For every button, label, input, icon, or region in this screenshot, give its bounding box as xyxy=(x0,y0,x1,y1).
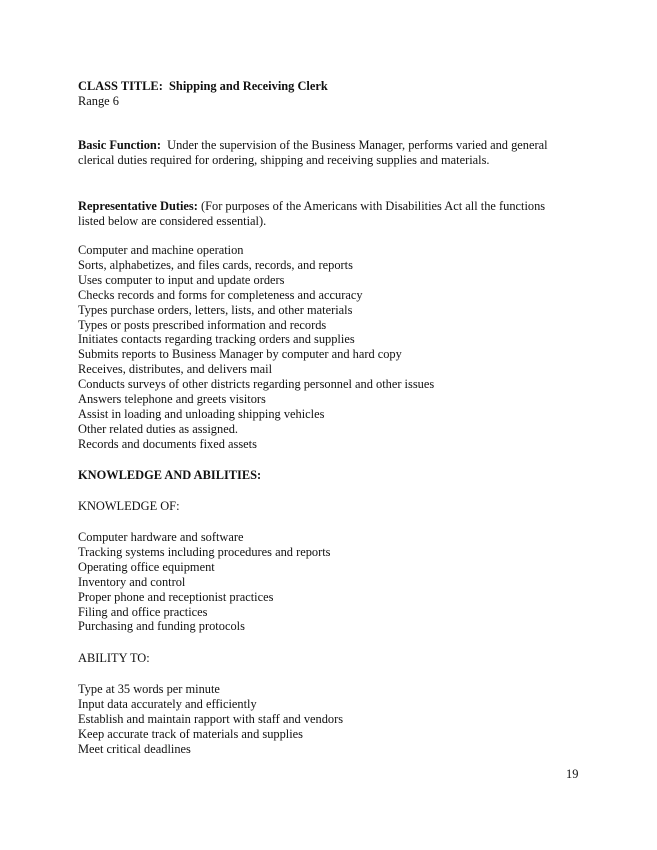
basic-function-line-2: clerical duties required for ordering, shipping and receiving supplies and materials. xyxy=(78,152,490,167)
duty-item: Computer and machine operation xyxy=(78,243,244,257)
representative-duties-label: Representative Duties: xyxy=(78,199,198,213)
class-title-value: Shipping and Receiving Clerk xyxy=(169,79,328,93)
duty-item: Assist in loading and unloading shipping vehicles xyxy=(78,406,325,421)
class-title xyxy=(78,79,598,94)
knowledge-item: Computer hardware and software xyxy=(78,530,244,544)
ability-to-heading: ABILITY TO: xyxy=(78,651,150,665)
ability-item: Establish and maintain rapport with staff and vendors xyxy=(78,711,344,726)
basic-function-block xyxy=(78,138,598,168)
ability-item: Input data accurately and efficiently xyxy=(78,696,257,711)
basic-function-label: Basic Function: xyxy=(78,138,161,152)
duty-item: Sorts, alphabetizes, and files cards, records, and reports xyxy=(78,257,353,272)
page-number: 19 xyxy=(566,767,579,781)
duty-item: Other related duties as assigned. xyxy=(78,421,238,436)
duty-item: Initiates contacts regarding tracking orders and supplies xyxy=(78,332,355,347)
ability-to-block xyxy=(78,651,598,666)
class-title-label: CLASS TITLE: xyxy=(78,79,163,93)
duty-item: Answers telephone and greets visitors xyxy=(78,392,266,407)
knowledge-item: Operating office equipment xyxy=(78,559,215,574)
ability-item: Meet critical deadlines xyxy=(78,741,191,756)
duties-list xyxy=(78,243,598,452)
knowledge-item: Proper phone and receptionist practices xyxy=(78,589,274,604)
knowledge-of-block xyxy=(78,499,598,514)
ability-list xyxy=(78,682,598,757)
knowledge-item: Filing and office practices xyxy=(78,604,208,619)
class-title-block xyxy=(78,79,598,109)
class-range: Range 6 xyxy=(78,93,119,108)
duty-item: Checks records and forms for completeness and accuracy xyxy=(78,287,363,302)
knowledge-item: Tracking systems including procedures and reports xyxy=(78,544,331,559)
ability-item: Keep accurate track of materials and supplies xyxy=(78,726,303,741)
basic-function-line-1 xyxy=(78,138,598,153)
knowledge-abilities-block xyxy=(78,468,598,483)
representative-duties-intro-1: (For purposes of the Americans with Disabilities Act all the functions xyxy=(200,199,546,213)
duty-item: Receives, distributes, and delivers mail xyxy=(78,362,273,377)
basic-function-text-1: Under the supervision of the Business Manager, performs varied and general xyxy=(167,138,548,152)
representative-duties-block xyxy=(78,199,598,229)
knowledge-list xyxy=(78,530,598,634)
knowledge-abilities-heading: KNOWLEDGE AND ABILITIES: xyxy=(78,468,262,482)
duty-item: Types or posts prescribed information and records xyxy=(78,317,327,332)
representative-duties-line-1 xyxy=(78,199,598,214)
duty-item: Types purchase orders, letters, lists, and other materials xyxy=(78,302,353,317)
duty-item: Uses computer to input and update orders xyxy=(78,272,285,287)
knowledge-item: Inventory and control xyxy=(78,574,186,589)
duty-item: Conducts surveys of other districts regarding personnel and other issues xyxy=(78,377,435,392)
knowledge-of-heading: KNOWLEDGE OF: xyxy=(78,499,180,513)
duty-item: Records and documents fixed assets xyxy=(78,436,257,451)
knowledge-item: Purchasing and funding protocols xyxy=(78,619,245,634)
duty-item: Submits reports to Business Manager by computer and hard copy xyxy=(78,347,402,362)
representative-duties-intro-2: listed below are considered essential). xyxy=(78,213,267,228)
ability-item: Type at 35 words per minute xyxy=(78,682,220,696)
